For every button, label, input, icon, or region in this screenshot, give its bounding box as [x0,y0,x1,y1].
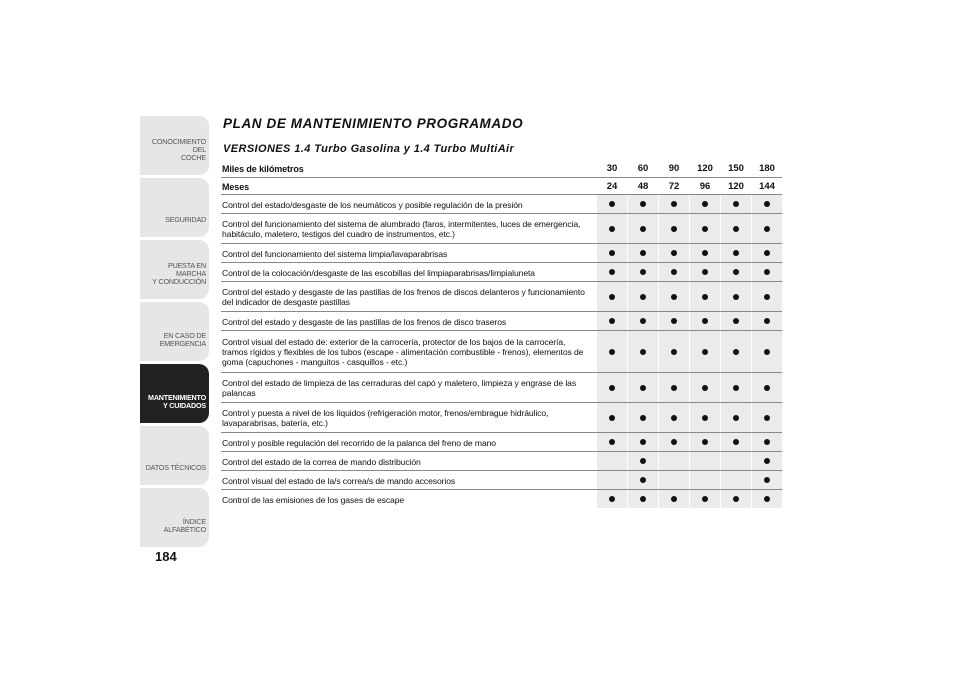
row-label: Control de las emisiones de los gases de escape [222,494,405,505]
maintenance-cell [659,244,689,262]
maintenance-cell [628,214,658,243]
maintenance-table [221,160,782,508]
bullet-dot-icon [733,385,739,391]
header-label: Meses [222,181,250,192]
bullet-dot-icon [640,201,646,207]
row-label: Control del funcionamiento del sistema de alumbrado (faros, intermitentes, luces de emergencia, habitáculo, maletero, testigos del cuadro de instrumentos, etc.) [222,219,581,239]
tab-label: PUESTA EN MARCHA Y CONDUCCIÓN [152,261,206,286]
bullet-dot-icon [671,269,677,275]
maintenance-cell [690,282,720,311]
maintenance-cell [597,433,627,451]
bullet-dot-icon [733,349,739,355]
bullet-dot-icon [640,458,646,464]
maintenance-cell [690,195,720,213]
bullet-dot-icon [609,349,615,355]
maintenance-cell [659,331,689,372]
bullet-dot-icon [702,226,708,232]
maintenance-cell [721,471,751,489]
bullet-dot-icon [702,201,708,207]
maintenance-cell [628,195,658,213]
bullet-dot-icon [640,385,646,391]
bullet-dot-icon [640,250,646,256]
maintenance-cell [752,195,782,213]
bullet-dot-icon [764,349,770,355]
bullet-dot-icon [671,318,677,324]
maintenance-cell [628,312,658,330]
maintenance-cell [752,373,782,402]
row-label: Control del funcionamiento del sistema limpia/lavaparabrisas [222,248,448,259]
maintenance-cell [690,471,720,489]
bullet-dot-icon [764,385,770,391]
bullet-dot-icon [671,349,677,355]
bullet-dot-icon [733,250,739,256]
bullet-dot-icon [764,226,770,232]
maintenance-cell [752,471,782,489]
table-row [221,330,782,372]
maintenance-cell [659,490,689,508]
bullet-dot-icon [733,415,739,421]
maintenance-cell [628,490,658,508]
bullet-dot-icon [702,349,708,355]
page-title: PLAN DE MANTENIMIENTO PROGRAMADO [223,116,524,131]
header-value: 60 [637,163,649,174]
maintenance-cell [597,403,627,432]
bullet-dot-icon [609,226,615,232]
tab-datos-tecnicos[interactable] [140,426,209,485]
bullet-dot-icon [609,318,615,324]
header-value: 144 [759,180,775,192]
maintenance-cell [659,312,689,330]
table-row [221,451,782,470]
maintenance-cell [690,331,720,372]
row-label: Control del estado y desgaste de las pastillas de los frenos de discos delanteros y funcionamiento del indicador de desgaste pastillas [222,287,585,307]
maintenance-cell [659,452,689,470]
table-row [221,372,782,402]
maintenance-cell [690,373,720,402]
bullet-dot-icon [671,415,677,421]
page-subtitle: VERSIONES 1.4 Turbo Gasolina y 1.4 Turbo MultiAir [223,143,515,155]
maintenance-cell [752,244,782,262]
tab-seguridad[interactable] [140,178,209,237]
maintenance-cell [752,263,782,281]
maintenance-cell [690,433,720,451]
maintenance-cell [721,244,751,262]
maintenance-cell [597,244,627,262]
row-label: Control del estado y desgaste de las pastillas de los frenos de disco traseros [222,316,507,327]
bullet-dot-icon [764,294,770,300]
header-value: 120 [728,180,744,192]
maintenance-cell [628,433,658,451]
maintenance-cell [690,244,720,262]
row-label: Control y puesta a nivel de los líquidos (refrigeración motor, frenos/embrague hidráulico, lavaparabrisas, batería, etc.) [222,408,549,428]
maintenance-cell [628,282,658,311]
bullet-dot-icon [609,385,615,391]
maintenance-cell [597,214,627,243]
maintenance-cell [628,471,658,489]
bullet-dot-icon [733,201,739,207]
maintenance-cell [752,433,782,451]
maintenance-cell [721,452,751,470]
table-row [221,432,782,451]
maintenance-cell [597,263,627,281]
table-header-row [221,177,782,194]
bullet-dot-icon [702,439,708,445]
header-label: Miles de kilómetros [222,164,304,174]
bullet-dot-icon [609,201,615,207]
maintenance-cell [721,433,751,451]
table-row [221,402,782,432]
bullet-dot-icon [764,269,770,275]
tab-conocimiento-del-coche[interactable] [140,116,209,175]
bullet-dot-icon [702,496,708,502]
bullet-dot-icon [640,226,646,232]
row-label: Control del estado/desgaste de los neumáticos y posible regulación de la presión [222,199,523,210]
maintenance-cell [628,373,658,402]
maintenance-cell [690,312,720,330]
bullet-dot-icon [640,294,646,300]
bullet-dot-icon [764,458,770,464]
maintenance-cell [721,331,751,372]
header-value: 150 [728,163,744,174]
maintenance-cell [721,282,751,311]
maintenance-cell [597,331,627,372]
maintenance-cell [597,452,627,470]
page-number: 184 [155,549,177,564]
bullet-dot-icon [764,496,770,502]
header-value: 48 [637,180,649,192]
tab-label: ÍNDICE ALFABÉTICO [163,517,206,534]
table-row [221,243,782,262]
header-value: 24 [606,180,618,192]
bullet-dot-icon [609,496,615,502]
tab-label: DATOS TÉCNICOS [145,463,206,472]
maintenance-cell [659,403,689,432]
maintenance-cell [659,195,689,213]
bullet-dot-icon [609,294,615,300]
bullet-dot-icon [640,415,646,421]
table-row [221,213,782,243]
row-label: Control del estado de limpieza de las cerraduras del capó y maletero, limpieza y engrase de las palancas [222,378,577,398]
maintenance-cell [752,331,782,372]
bullet-dot-icon [640,269,646,275]
maintenance-cell [752,403,782,432]
maintenance-cell [690,263,720,281]
header-value: 30 [606,163,618,174]
bullet-dot-icon [733,496,739,502]
maintenance-cell [690,403,720,432]
bullet-dot-icon [640,349,646,355]
maintenance-cell [752,490,782,508]
maintenance-cell [721,312,751,330]
maintenance-cell [659,263,689,281]
bullet-dot-icon [671,439,677,445]
bullet-dot-icon [702,318,708,324]
bullet-dot-icon [764,439,770,445]
maintenance-cell [628,403,658,432]
bullet-dot-icon [733,294,739,300]
maintenance-cell [597,373,627,402]
tab-label: EN CASO DE EMERGENCIA [159,331,206,348]
header-value: 120 [697,163,713,174]
maintenance-cell [721,214,751,243]
header-value: 180 [759,163,775,174]
maintenance-cell [752,312,782,330]
maintenance-cell [659,214,689,243]
bullet-dot-icon [640,477,646,483]
tab-mantenimiento-y-cuidados[interactable] [140,364,209,423]
bullet-dot-icon [764,318,770,324]
bullet-dot-icon [702,269,708,275]
maintenance-cell [597,312,627,330]
maintenance-cell [659,373,689,402]
bullet-dot-icon [733,269,739,275]
maintenance-cell [659,471,689,489]
table-row [221,489,782,508]
bullet-dot-icon [764,201,770,207]
maintenance-cell [597,282,627,311]
table-header-row [221,160,782,177]
maintenance-cell [628,452,658,470]
maintenance-cell [721,263,751,281]
bullet-dot-icon [733,439,739,445]
row-label: Control visual del estado de: exterior de la carrocería, protector de los bajos de la carrocería, tramos rígidos y flexibles de los tubos (escape - alimentación combustible - frenos), elementos de goma (capuchones - manguitos - casquillos - etc.) [222,337,584,367]
bullet-dot-icon [609,250,615,256]
bullet-dot-icon [733,318,739,324]
bullet-dot-icon [609,269,615,275]
bullet-dot-icon [671,496,677,502]
row-label: Control y posible regulación del recorrido de la palanca del freno de mano [222,437,496,448]
maintenance-cell [628,263,658,281]
bullet-dot-icon [640,439,646,445]
maintenance-cell [597,471,627,489]
tab-label: MANTENIMIENTO Y CUIDADOS [148,393,206,410]
bullet-dot-icon [702,294,708,300]
bullet-dot-icon [671,201,677,207]
maintenance-cell [628,244,658,262]
row-label: Control visual del estado de la/s correa/s de mando accesorios [222,475,456,486]
bullet-dot-icon [609,439,615,445]
maintenance-cell [752,282,782,311]
table-row [221,311,782,330]
maintenance-cell [659,282,689,311]
table-row [221,262,782,281]
bullet-dot-icon [702,385,708,391]
tab-en-caso-de-emergencia[interactable] [140,302,209,361]
tab-indice-alfabetico[interactable] [140,488,209,547]
bullet-dot-icon [702,250,708,256]
header-value: 90 [668,163,680,174]
maintenance-cell [721,403,751,432]
maintenance-cell [721,373,751,402]
bullet-dot-icon [609,415,615,421]
bullet-dot-icon [764,477,770,483]
header-value: 96 [699,180,711,192]
bullet-dot-icon [671,385,677,391]
bullet-dot-icon [640,496,646,502]
bullet-dot-icon [640,318,646,324]
row-label: Control del estado de la correa de mando distribución [222,456,421,467]
table-row [221,470,782,489]
table-row [221,281,782,311]
row-label: Control de la colocación/desgaste de las escobillas del limpiaparabrisas/limpialuneta [222,267,535,278]
maintenance-cell [690,452,720,470]
maintenance-cell [721,195,751,213]
maintenance-cell [721,490,751,508]
header-value: 72 [668,180,680,192]
tab-label: CONOCIMIENTO DEL COCHE [151,137,206,162]
bullet-dot-icon [764,250,770,256]
tab-label: SEGURIDAD [165,215,206,224]
maintenance-cell [597,490,627,508]
maintenance-cell [659,433,689,451]
maintenance-cell [597,195,627,213]
bullet-dot-icon [764,415,770,421]
maintenance-cell [690,214,720,243]
maintenance-cell [690,490,720,508]
bullet-dot-icon [671,294,677,300]
maintenance-cell [752,214,782,243]
table-row [221,194,782,213]
bullet-dot-icon [733,226,739,232]
maintenance-cell [628,331,658,372]
maintenance-cell [752,452,782,470]
bullet-dot-icon [671,226,677,232]
bullet-dot-icon [671,250,677,256]
bullet-dot-icon [702,415,708,421]
tab-puesta-en-marcha[interactable] [140,240,209,299]
